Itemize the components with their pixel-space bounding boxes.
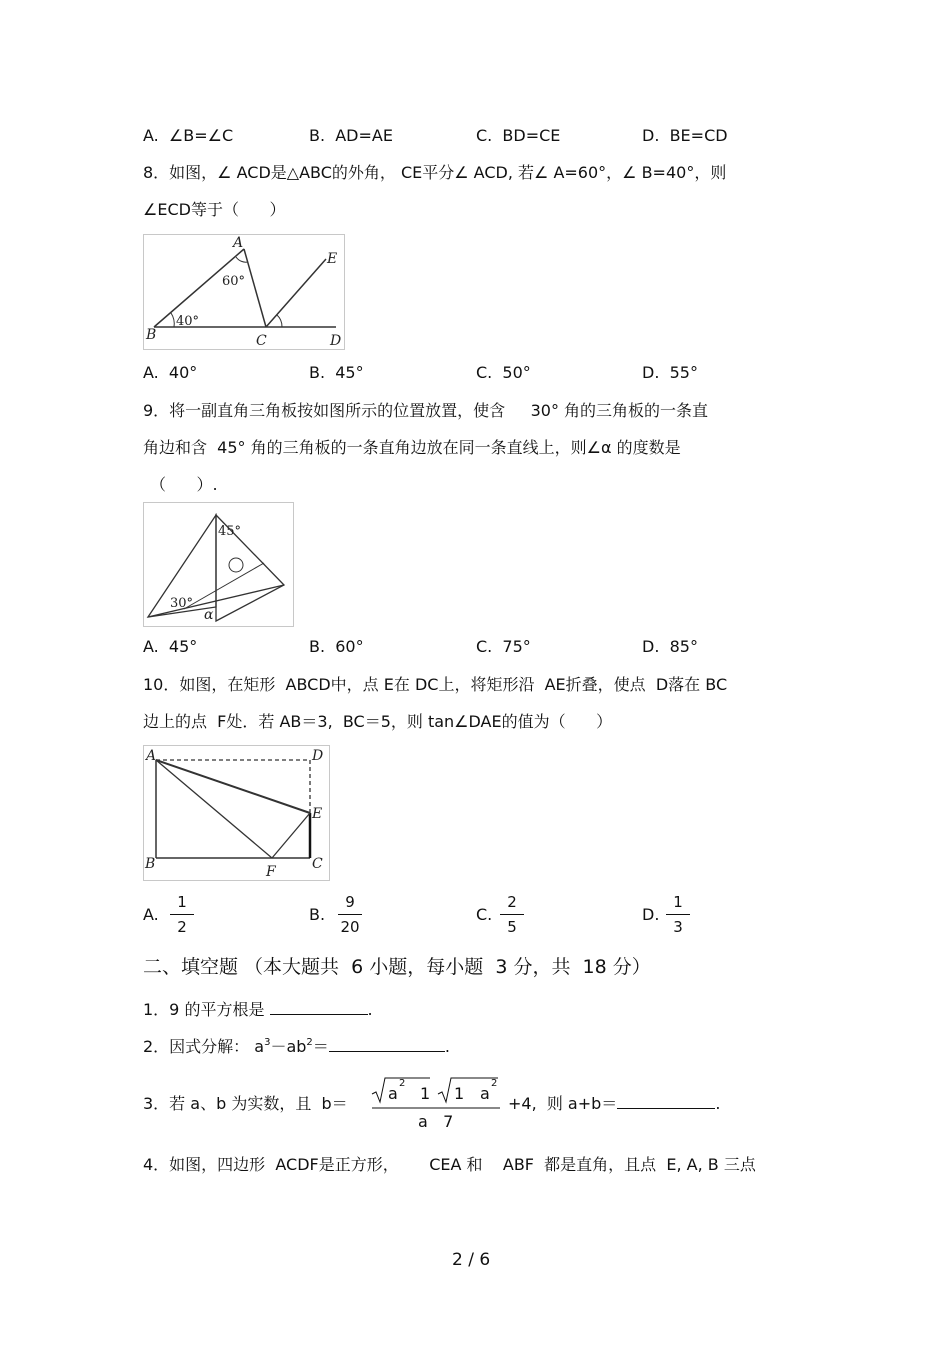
- fill-q3-num-b: a: [480, 1084, 490, 1103]
- q9-option-b: B. 60°: [309, 637, 364, 656]
- q9-option-c: C. 75°: [476, 637, 531, 656]
- fill-q2: [143, 1037, 450, 1060]
- q10-option-a-num: 1: [177, 893, 187, 911]
- fill-q1: [143, 1000, 373, 1020]
- fill-q3-num-b-exp: 2: [491, 1078, 498, 1089]
- fill-q2-blank[interactable]: [329, 1037, 445, 1052]
- fill-q3-num-a: a: [388, 1084, 398, 1103]
- fill-q3-num-b1: 1: [454, 1084, 465, 1103]
- q10-label-e: E: [312, 806, 323, 822]
- q10-option-c-prefix: C.: [476, 905, 493, 924]
- q10-option-c-fraction: [500, 893, 524, 936]
- q10-option-b-num: 9: [345, 893, 355, 911]
- q10-label-c: C: [312, 856, 323, 872]
- q10-label-f: F: [266, 864, 276, 880]
- q8-label-d: D: [330, 333, 342, 349]
- fill-q2-eq: ＝: [312, 1037, 329, 1056]
- q10-option-d-den: 3: [673, 918, 683, 936]
- q9-stem-line3: （ ）.: [150, 475, 218, 494]
- q7-option-d: D. BE=CD: [642, 126, 728, 145]
- q9-label-alpha: α: [204, 607, 214, 623]
- q10-option-b-prefix: B.: [309, 905, 326, 924]
- fill-q2-text: 2．因式分解： a: [143, 1037, 265, 1056]
- page-number: 2 / 6: [452, 1250, 491, 1270]
- q10-option-d-num: 1: [673, 893, 683, 911]
- q8-option-c: C. 50°: [476, 363, 531, 382]
- q7-option-b: B. AD=AE: [309, 126, 393, 145]
- fill-q2-mid: －ab: [270, 1037, 307, 1056]
- q9-stem-line2: 角边和含 45° 角的三角板的一条直角边放在同一条直线上，则∠α 的度数是: [143, 438, 681, 457]
- fill-q3-expression: [370, 1074, 504, 1134]
- q10-option-a-prefix: A.: [143, 905, 159, 924]
- q8-label-60: 60°: [222, 274, 246, 289]
- fill-q3-suffix: +4, 则 a+b＝: [508, 1094, 618, 1113]
- fill-q3-end: .: [715, 1094, 721, 1113]
- q10-option-c-num: 2: [507, 893, 517, 911]
- q10-option-a-den: 2: [177, 918, 187, 936]
- fill-q2-exp2: 2: [306, 1037, 313, 1048]
- q8-option-d: D. 55°: [642, 363, 698, 382]
- q10-option-a-fraction: [170, 893, 194, 936]
- fill-q1-blank[interactable]: [270, 1000, 368, 1015]
- q9-label-30: 30°: [170, 596, 194, 611]
- fill-q2-end: .: [444, 1037, 450, 1056]
- q8-stem-line2: ∠ECD等于（ ）: [143, 200, 286, 219]
- q9-option-a: A. 45°: [143, 637, 198, 656]
- q8-label-c: C: [256, 333, 267, 349]
- fill-q3-den: a 7: [418, 1112, 454, 1131]
- q10-option-d-fraction: [666, 893, 690, 936]
- q8-label-a: A: [233, 235, 244, 251]
- fill-q2-exp1: 3: [264, 1037, 271, 1048]
- q9-label-45: 45°: [218, 524, 242, 539]
- section-heading: 二、填空题 （本大题共 6 小题，每小题 3 分，共 18 分）: [143, 956, 651, 978]
- q8-stem-line1: 8．如图，∠ ACD是△ABC的外角， CE平分∠ ACD, 若∠ A=60°，∠ B=40°，则: [143, 163, 727, 182]
- fill-q1-end: .: [367, 1000, 373, 1019]
- q9-stem-line1: 9．将一副直角三角板按如图所示的位置放置，使含 30° 角的三角板的一条直: [143, 401, 709, 420]
- q10-label-b: B: [145, 856, 156, 872]
- q10-option-b-fraction: [338, 893, 362, 936]
- q8-figure: [143, 234, 345, 350]
- q10-stem-line1: 10．如图，在矩形 ABCD中，点 E在 DC上，将矩形沿 AE折叠，使点 D落在 BC: [143, 675, 728, 694]
- q9-figure: [143, 502, 294, 627]
- q7-option-c: C. BD=CE: [476, 126, 561, 145]
- q10-stem-line2: 边上的点 F处．若 AB＝3, BC＝5，则 tan∠DAE的值为（ ）: [143, 712, 613, 731]
- q8-label-b: B: [146, 327, 157, 343]
- fill-q3-tail: [508, 1094, 720, 1114]
- fill-q3-prefix: 3．若 a、b 为实数，且 b＝: [143, 1094, 348, 1113]
- fill-q3-num-1: 1: [420, 1084, 431, 1103]
- q8-label-40: 40°: [176, 314, 200, 329]
- q10-label-d: D: [312, 748, 324, 764]
- q10-option-d-prefix: D.: [642, 905, 660, 924]
- fill-q3-blank[interactable]: [617, 1094, 715, 1109]
- q10-option-b-den: 20: [340, 918, 360, 936]
- q8-label-e: E: [327, 251, 338, 267]
- fill-q1-text: 1．9 的平方根是: [143, 1000, 270, 1019]
- q8-option-a: A. 40°: [143, 363, 198, 382]
- q10-figure: [143, 745, 330, 881]
- q10-option-c-den: 5: [507, 918, 517, 936]
- q8-option-b: B. 45°: [309, 363, 364, 382]
- fill-q3-num-a-exp: 2: [399, 1078, 406, 1089]
- fill-q4: 4．如图，四边形 ACDF是正方形， CEA 和 ABF 都是直角，且点 E, A, B 三点: [143, 1155, 756, 1174]
- q10-label-a: A: [146, 748, 157, 764]
- q7-option-a: A. ∠B=∠C: [143, 126, 234, 145]
- q9-option-d: D. 85°: [642, 637, 698, 656]
